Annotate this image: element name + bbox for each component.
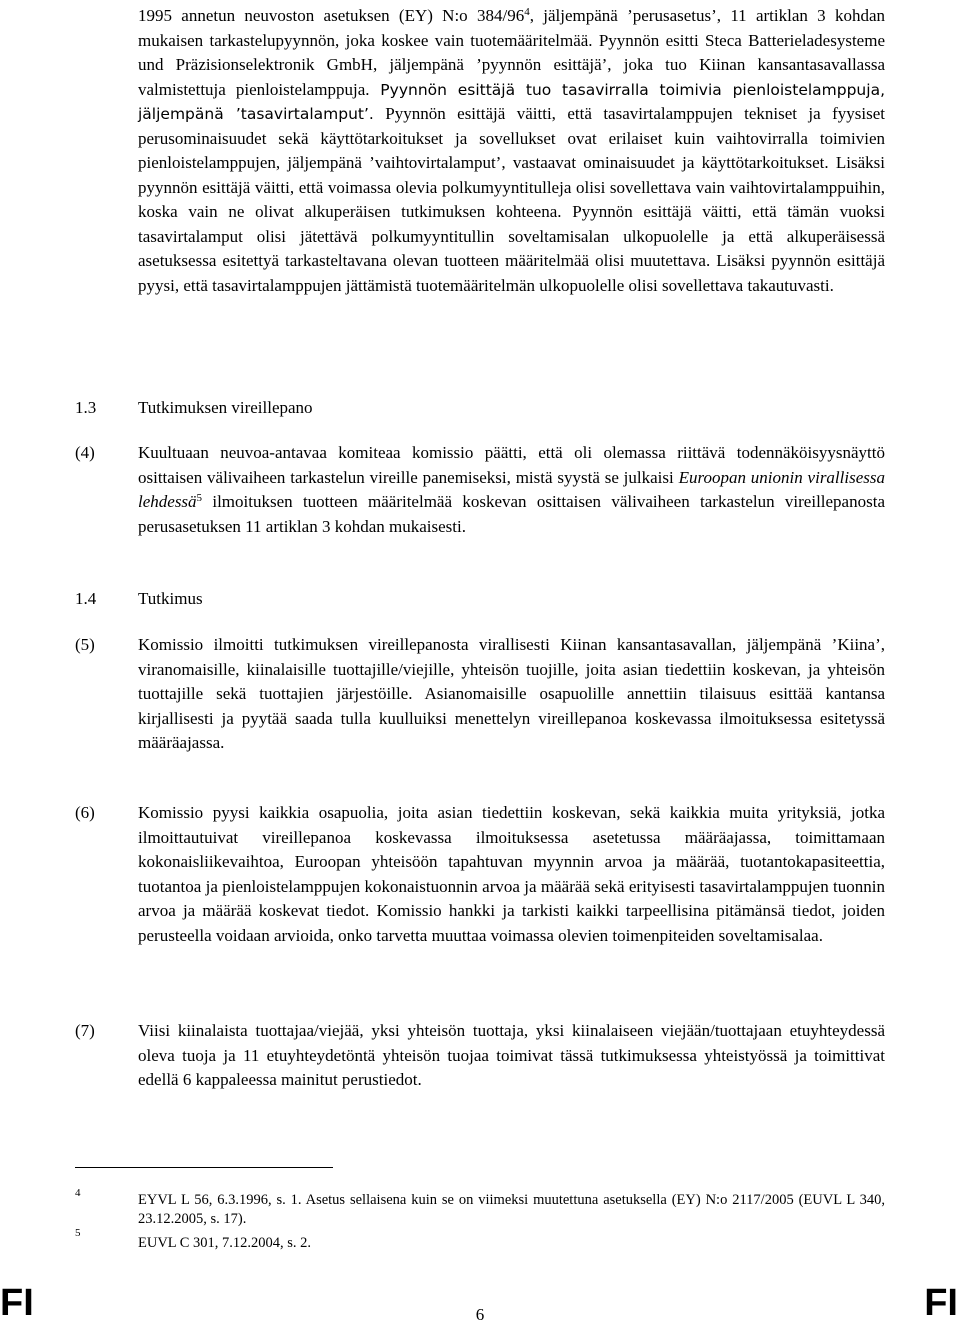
journal-title: Euroopan unionin virallisessa lehdessä (138, 467, 885, 511)
paragraph-number-6: (6) (75, 803, 95, 822)
language-label-right: FI (924, 1282, 958, 1324)
paragraph-7: Viisi kiinalaista tuottajaa/viejää, yksi yhteisön tuottaja, yksi kiinalaiseen viejään/tuottajaan etuyhteydessä oleva tuoja ja 11 etuyhteydetöntä yhteisön tuojaa toimivat tässä tutkimuksessa yhteistyössä ja toimittivat edellä 6 kappaleessa mainitut perustiedot. (138, 1021, 885, 1089)
section-title: Tutkimus (138, 589, 203, 608)
paragraph-6: Komissio pyysi kaikkia osapuolia, joita asian tiedettiin koskevan, sekä kaikkia muita yrityksiä, jotka ilmoittautuivat vireillepanoa koskevassa ilmoituksessa asetetussa määräajassa, toimittamaan kokonaisliikevaihtoa, Euroopan yhteisöön tapahtuvan myynnin arvoa ja määrää, tuotantokapasiteettia, tuotantoa ja pienloistelamppujen kokonaistuonnin arvoa ja määrää sekä erityisesti tasavirtalamppujen tuonnin arvoa ja määrää koskevat tiedot. Komissio hankki ja tarkisti kaikki tarpeellisina pitämänsä tiedot, joiden perusteella voidaan arvioida, onko tarvetta muuttaa voimassa olevien toimenpiteiden soveltamisalaa. (138, 803, 885, 945)
section-number: 1.3 (75, 398, 97, 417)
footnote-number: 5 (75, 1227, 81, 1239)
paragraph-4-text-2: ilmoituksen tuotteen määritelmää koskevan osittaisen välivaiheen tarkastelun vireillepanosta perusasetuksen 11 artiklan 3 kohdan mukaisesti. (138, 492, 885, 536)
intro-text-3: Pyynnön esittäjä tuo tasavirralla toimivia pienloistelamppuja, jäljempänä ’tasavirtalamput’. (138, 80, 885, 123)
section-heading-1-3 (75, 396, 313, 420)
intro-text-1: 1995 annetun neuvoston asetuksen (EY) N:o 384/96 (138, 6, 525, 25)
page-number: 6 (475, 1305, 485, 1324)
section-heading-1-4 (75, 587, 203, 611)
section-number: 1.4 (75, 589, 97, 608)
paragraph-number-4: (4) (75, 443, 95, 462)
footnote-number: 4 (75, 1187, 81, 1199)
footnote-text: EYVL L 56, 6.3.1996, s. 1. Asetus sellaisena kuin se on viimeksi muutettuna asetuksella (EY) N:o 2117/2005 (EUVL L 340, 23.12.2005, s. 17). (138, 1192, 885, 1227)
footnote-separator (75, 1167, 333, 1168)
paragraph-number-7: (7) (75, 1021, 95, 1040)
footnote-ref-4[interactable]: 4 (524, 6, 530, 18)
intro-text-2: , jäljempänä ’perusasetus’, 11 artiklan 3 kohdan mukaisen tarkastelupyynnön, joka koskee vain tuotemääritelmää. Pyynnön esitti Steca Batterieladesysteme und Präzisionselektronik GmbH, jäljempänä ’pyynnön esittäjä’, joka tuo Kiinan kansantasavallassa valmistettuja pienloistelamppuja. (138, 6, 885, 99)
language-label-left: FI (0, 1282, 34, 1324)
footnote-ref-5[interactable]: 5 (196, 492, 203, 504)
footnote-text: EUVL C 301, 7.12.2004, s. 2. (138, 1235, 312, 1251)
paragraph-number-5: (5) (75, 635, 95, 654)
paragraph-4-text-1: Kuultuaan neuvoa-antavaa komiteaa komissio päätti, että oli olemassa riittävä todennäköisyysnäyttö osittaisen välivaiheen tarkastelun vireille panemiseksi, mistä syystä se julkaisi (138, 443, 885, 487)
paragraph-intro (138, 4, 885, 298)
section-title: Tutkimuksen vireillepano (138, 398, 313, 417)
paragraph-4 (138, 441, 885, 539)
intro-text-4: Pyynnön esittäjä väitti, että tasavirtalamppujen tekniset ja fyysiset perusominaisuudet sekä käyttötarkoitukset ja sovellukset ovat erilaiset kuin vaihtovirralla toimivien pienloistelamppujen, jäljempänä ’vaihtovirtalamput’, vastaavat ominaisuudet ja käyttötarkoitukset. Lisäksi pyynnön esittäjä väitti, että voimassa olevia polkumyyntitulleja olisi sovellettava vain vaihtovirtalamppuihin, koska vain ne olivat alkuperäisen tutkimuksen kohteena. Pyynnön esittäjä väitti, että tämän vuoksi tasavirtalamput olisi jätettävä polkumyyntitullin soveltamisalan ulkopuolelle ja että alkuperäisessä asetuksessa esitettyä tarkasteltavana olevan tuotteen määritelmää olisi muutettava. Lisäksi pyynnön esittäjä pyysi, että tasavirtalamppujen jättämistä tuotemääritelmän ulkopuolelle olisi sovellettava takautuvasti. (138, 104, 885, 295)
paragraph-5: Komissio ilmoitti tutkimuksen vireillepanosta virallisesti Kiinan kansantasavallan, jäljempänä ’Kiina’, viranomaisille, kiinalaisille tuottajille/viejille, yhteisön tuojille, joita asian tiedettiin koskevan, ja yhteisön tuottajille sekä tuottajien järjestöille. Asianomaisille osapuolille annettiin tilaisuus esittää kantansa kirjallisesti ja pyytää saada tulla kuulluiksi menettelyn vireillepanoa koskevassa ilmoituksessa esitetyssä määräajassa. (138, 635, 885, 752)
